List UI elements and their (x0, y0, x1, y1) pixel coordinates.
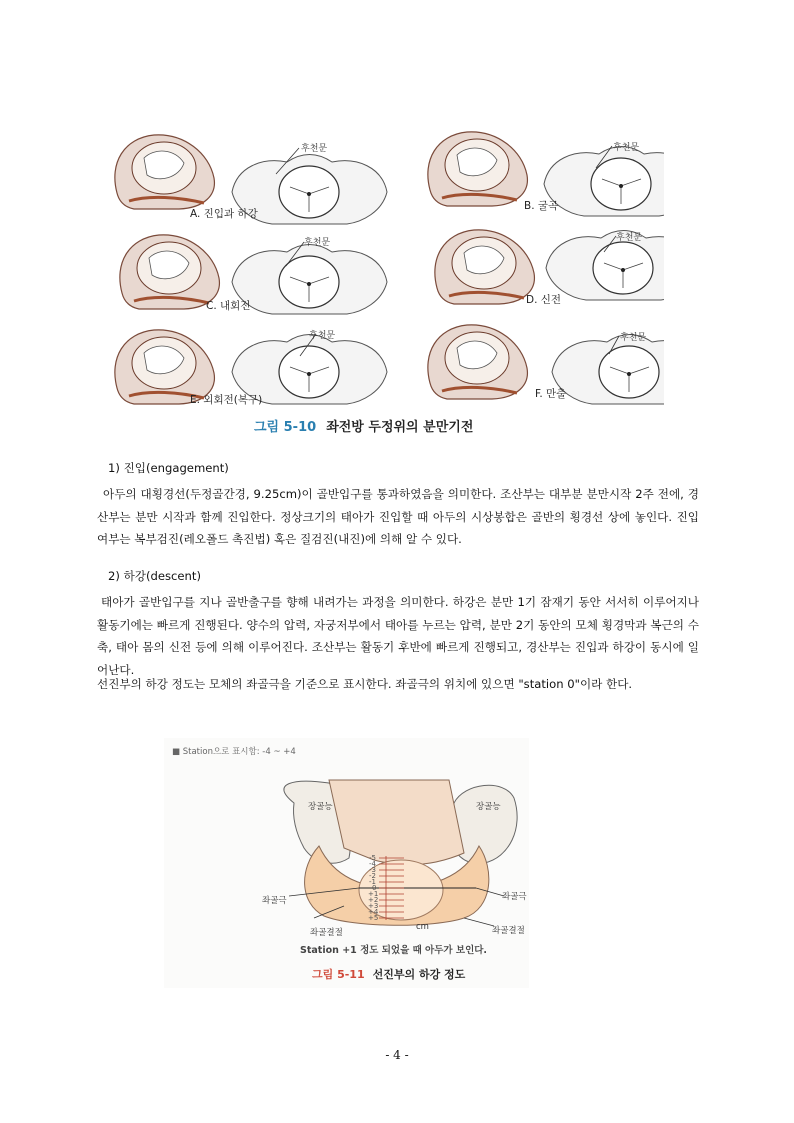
section-2-body-2: 선진부의 하강 정도는 모체의 좌골극을 기준으로 표시한다. 좌골극의 위치에 있으면 "station 0"이라 한다. (97, 677, 633, 691)
label-left-ischial-spine: 좌골극 (262, 896, 287, 906)
label-left-ilium: 장골능 (308, 802, 333, 812)
station-tick-label: -3 (369, 866, 376, 874)
label-left-ischial-tuberosity: 좌골결절 (310, 928, 343, 938)
panel-c-label: C. 내회전 (206, 300, 251, 312)
panel-a-landmark: 후천문 (301, 144, 328, 154)
panel-b-label: B. 굴곡 (524, 200, 559, 212)
station-tick-label: +2 (368, 896, 379, 904)
label-unit-cm: cm (416, 922, 429, 932)
page-number: - 4 - (385, 1048, 409, 1062)
figure-5-10-number: 그림 5-10 (254, 420, 317, 435)
station-tick-label: -5 (369, 854, 376, 862)
section-1-body: 아두의 대횡경선(두정골간경, 9.25cm)이 골반입구를 통과하였음을 의미한다. 조산부는 대부분 분만시작 2주 전에, 경산부는 분만 시작과 함께 진입한다. 정상크기의 태아가 진입할 때 아두의 시상봉합은 골반의 횡경선 상에 놓인다. 진입 여부는 복부검진(레오폴드 촉진법) 혹은 질검진(내진)에 의해 알 수 있다. (97, 487, 699, 546)
section-2-heading: 2) 하강(descent) (108, 569, 201, 583)
station-range-note: ■ Station으로 표시함: -4 ~ +4 (172, 747, 296, 757)
station-tick-label: +1 (368, 890, 379, 898)
station-note: Station +1 정도 되었을 때 아두가 보인다. (300, 945, 488, 956)
panel-e-landmark: 후천문 (309, 331, 336, 341)
figure-5-11 (164, 738, 529, 988)
station-tick-label: -4 (369, 860, 376, 868)
section-2-body: 태아가 골반입구를 지나 골반출구를 향해 내려가는 과정을 의미한다. 하강은 분만 1기 잠재기 동안 서서히 이루어지나 활동기에는 빠르게 진행된다. 양수의 압력, 자궁저부에서 태아를 누르는 압력, 분만 2기 동안의 모체 횡경막과 복근의 수축, 태아 몸의 신전 등에 의해 이루어진다. 조산부는 활동기 후반에 빠르게 진행되고, 경산부는 진입과 하강이 동시에 일어난다. (97, 595, 699, 677)
label-right-ilium: 장골능 (476, 802, 501, 812)
station-tick-label: +4 (368, 908, 379, 916)
panel-b-landmark: 후천문 (613, 143, 640, 153)
label-right-ischial-spine: 좌골극 (502, 892, 527, 902)
station-tick-label: 0 (372, 884, 377, 892)
panel-f-label: F. 만출 (535, 388, 567, 400)
panel-a-label: A. 진입과 하강 (190, 208, 258, 220)
label-right-ischial-tuberosity: 좌골결절 (492, 926, 525, 936)
station-tick-label: +3 (368, 902, 379, 910)
panel-d-landmark: 후천문 (616, 233, 643, 243)
figure-5-10-title: 좌전방 두정위의 분만기전 (326, 420, 474, 435)
station-tick-label: -1 (369, 878, 376, 886)
station-tick-label: +5 (368, 914, 379, 922)
panel-d-label: D. 신전 (526, 294, 562, 306)
station-tick-label: -2 (369, 872, 376, 880)
panel-e-label: E. 외회전(복구) (190, 394, 263, 406)
panel-c-landmark: 후천문 (304, 238, 331, 248)
figure-5-11-caption (312, 966, 465, 982)
figure-5-10 (104, 118, 664, 452)
section-1-heading: 1) 진입(engagement) (108, 461, 229, 475)
figure-5-11-title: 선진부의 하강 정도 (372, 968, 466, 981)
panel-f-landmark: 후천문 (620, 333, 647, 343)
figure-5-11-number: 그림 5-11 (312, 968, 365, 981)
figure-5-10-caption (254, 416, 473, 435)
labor-mechanism-illustrations (104, 118, 664, 452)
